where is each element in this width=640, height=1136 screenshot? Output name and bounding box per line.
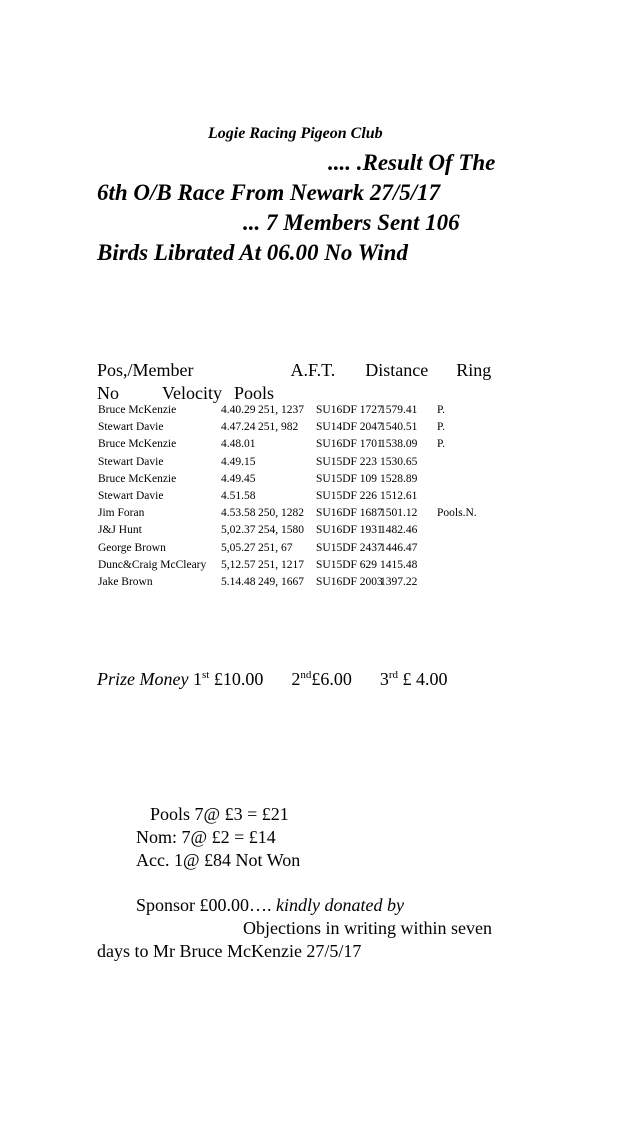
- ring-number: SU15DF 223: [316, 455, 378, 468]
- velocity: 1415.48: [380, 558, 418, 571]
- sponsor-line: [136, 895, 404, 916]
- result-note: P.: [437, 421, 445, 434]
- pool-entry: 251, 982: [258, 421, 299, 434]
- header-pools: Pools: [234, 383, 275, 403]
- ring-number: SU14DF 2047: [316, 421, 383, 434]
- velocity: 1501.12: [380, 507, 418, 520]
- velocity: 1540.51: [380, 421, 418, 434]
- header-aft: A.F.T.: [290, 360, 336, 380]
- pool-entry: 249, 1667: [258, 575, 304, 588]
- arrival-time: 4.53.58: [221, 507, 256, 520]
- arrival-time: 4.49.45: [221, 472, 256, 485]
- objections-line-2: days to Mr Bruce McKenzie 27/5/17: [97, 941, 362, 961]
- ring-number: SU16DF 1931: [316, 524, 383, 537]
- ring-number: SU16DF 1687: [316, 507, 383, 520]
- ring-number: SU15DF 2437: [316, 541, 383, 554]
- ring-number: SU15DF 109: [316, 472, 378, 485]
- ring-number: SU15DF 629: [316, 558, 378, 571]
- result-note: P.: [437, 438, 445, 451]
- headline-line-1: .... .Result Of The: [328, 150, 496, 175]
- member-name: Bruce McKenzie: [98, 438, 177, 451]
- velocity: 1579.41: [380, 404, 418, 416]
- ring-number: SU16DF 2003: [316, 575, 383, 588]
- member-name: Stewart Davie: [98, 489, 164, 502]
- prize-second-amount: £6.00: [311, 669, 352, 689]
- header-no: No: [97, 383, 119, 403]
- headline-line-2: 6th O/B Race From Newark 27/5/17: [97, 180, 441, 205]
- prize-third-number: 3: [379, 669, 389, 689]
- arrival-time: 4.51.58: [221, 489, 256, 502]
- ring-number: SU16DF 1727: [316, 404, 383, 416]
- result-note: P.: [437, 404, 445, 416]
- pool-entry: 254, 1580: [258, 524, 304, 537]
- result-note: Pools.N.: [437, 507, 477, 520]
- prize-money: [97, 669, 447, 690]
- velocity: 1482.46: [380, 524, 418, 537]
- velocity: 1446.47: [380, 541, 418, 554]
- nominations-line: Nom: 7@ £2 = £14: [136, 827, 276, 847]
- headline-line-3: ... 7 Members Sent 106: [243, 210, 460, 235]
- header-distance: Distance: [365, 360, 429, 380]
- header-velocity: Velocity: [162, 383, 222, 403]
- header-pos-member: Pos,/Member: [97, 360, 194, 380]
- pool-entry: 251, 1237: [258, 404, 304, 416]
- arrival-time: 4.48.01: [221, 438, 256, 451]
- pools-line: Pools 7@ £3 = £21: [150, 804, 289, 824]
- velocity: 1397.22: [380, 575, 418, 588]
- arrival-time: 5,12.57: [221, 558, 256, 571]
- headline-line-4: Birds Librated At 06.00 No Wind: [97, 240, 408, 265]
- member-name: Stewart Davie: [98, 421, 164, 434]
- arrival-time: 5,02.37: [221, 524, 256, 537]
- arrival-time: 4.49.15: [221, 455, 256, 468]
- ring-number: SU15DF 226: [316, 489, 378, 502]
- prize-label: Prize Money: [97, 669, 189, 689]
- accumulator-line: Acc. 1@ £84 Not Won: [136, 850, 301, 870]
- objections-line-1: Objections in writing within seven: [243, 918, 492, 938]
- member-name: Jake Brown: [98, 575, 153, 588]
- prize-third-suffix: rd: [388, 669, 398, 681]
- prize-first-suffix: st: [201, 669, 210, 681]
- velocity: 1512.61: [380, 489, 418, 502]
- velocity: 1538.09: [380, 438, 418, 451]
- prize-second-number: 2: [291, 669, 301, 689]
- pool-entry: 251, 67: [258, 541, 293, 554]
- club-name: Logie Racing Pigeon Club: [208, 125, 383, 142]
- member-name: Bruce McKenzie: [98, 472, 177, 485]
- table-header-line-2: [97, 383, 274, 404]
- header-ring: Ring: [456, 360, 492, 380]
- prize-first-amount: £10.00: [213, 669, 264, 689]
- pool-entry: 250, 1282: [258, 507, 304, 520]
- member-name: George Brown: [98, 541, 166, 554]
- sponsor-italic: kindly donated by: [276, 895, 404, 915]
- arrival-time: 5,05.27: [221, 541, 256, 554]
- member-name: Jim Foran: [98, 507, 145, 520]
- member-name: Bruce McKenzie: [98, 404, 177, 416]
- prize-first-number: 1: [192, 669, 202, 689]
- pool-entry: 251, 1217: [258, 558, 304, 571]
- arrival-time: 4.40.29: [221, 404, 256, 416]
- arrival-time: 4.47.24: [221, 421, 256, 434]
- member-name: Dunc&Craig McCleary: [98, 558, 207, 571]
- member-name: J&J Hunt: [98, 524, 142, 537]
- arrival-time: 5.14.48: [221, 575, 256, 588]
- prize-third-amount: £ 4.00: [402, 669, 448, 689]
- velocity: 1530.65: [380, 455, 418, 468]
- ring-number: SU16DF 1701: [316, 438, 383, 451]
- prize-second-suffix: nd: [300, 669, 312, 681]
- sponsor-text: Sponsor £00.00….: [136, 895, 272, 915]
- table-header-line-1: [97, 360, 491, 381]
- member-name: Stewart Davie: [98, 455, 164, 468]
- velocity: 1528.89: [380, 472, 418, 485]
